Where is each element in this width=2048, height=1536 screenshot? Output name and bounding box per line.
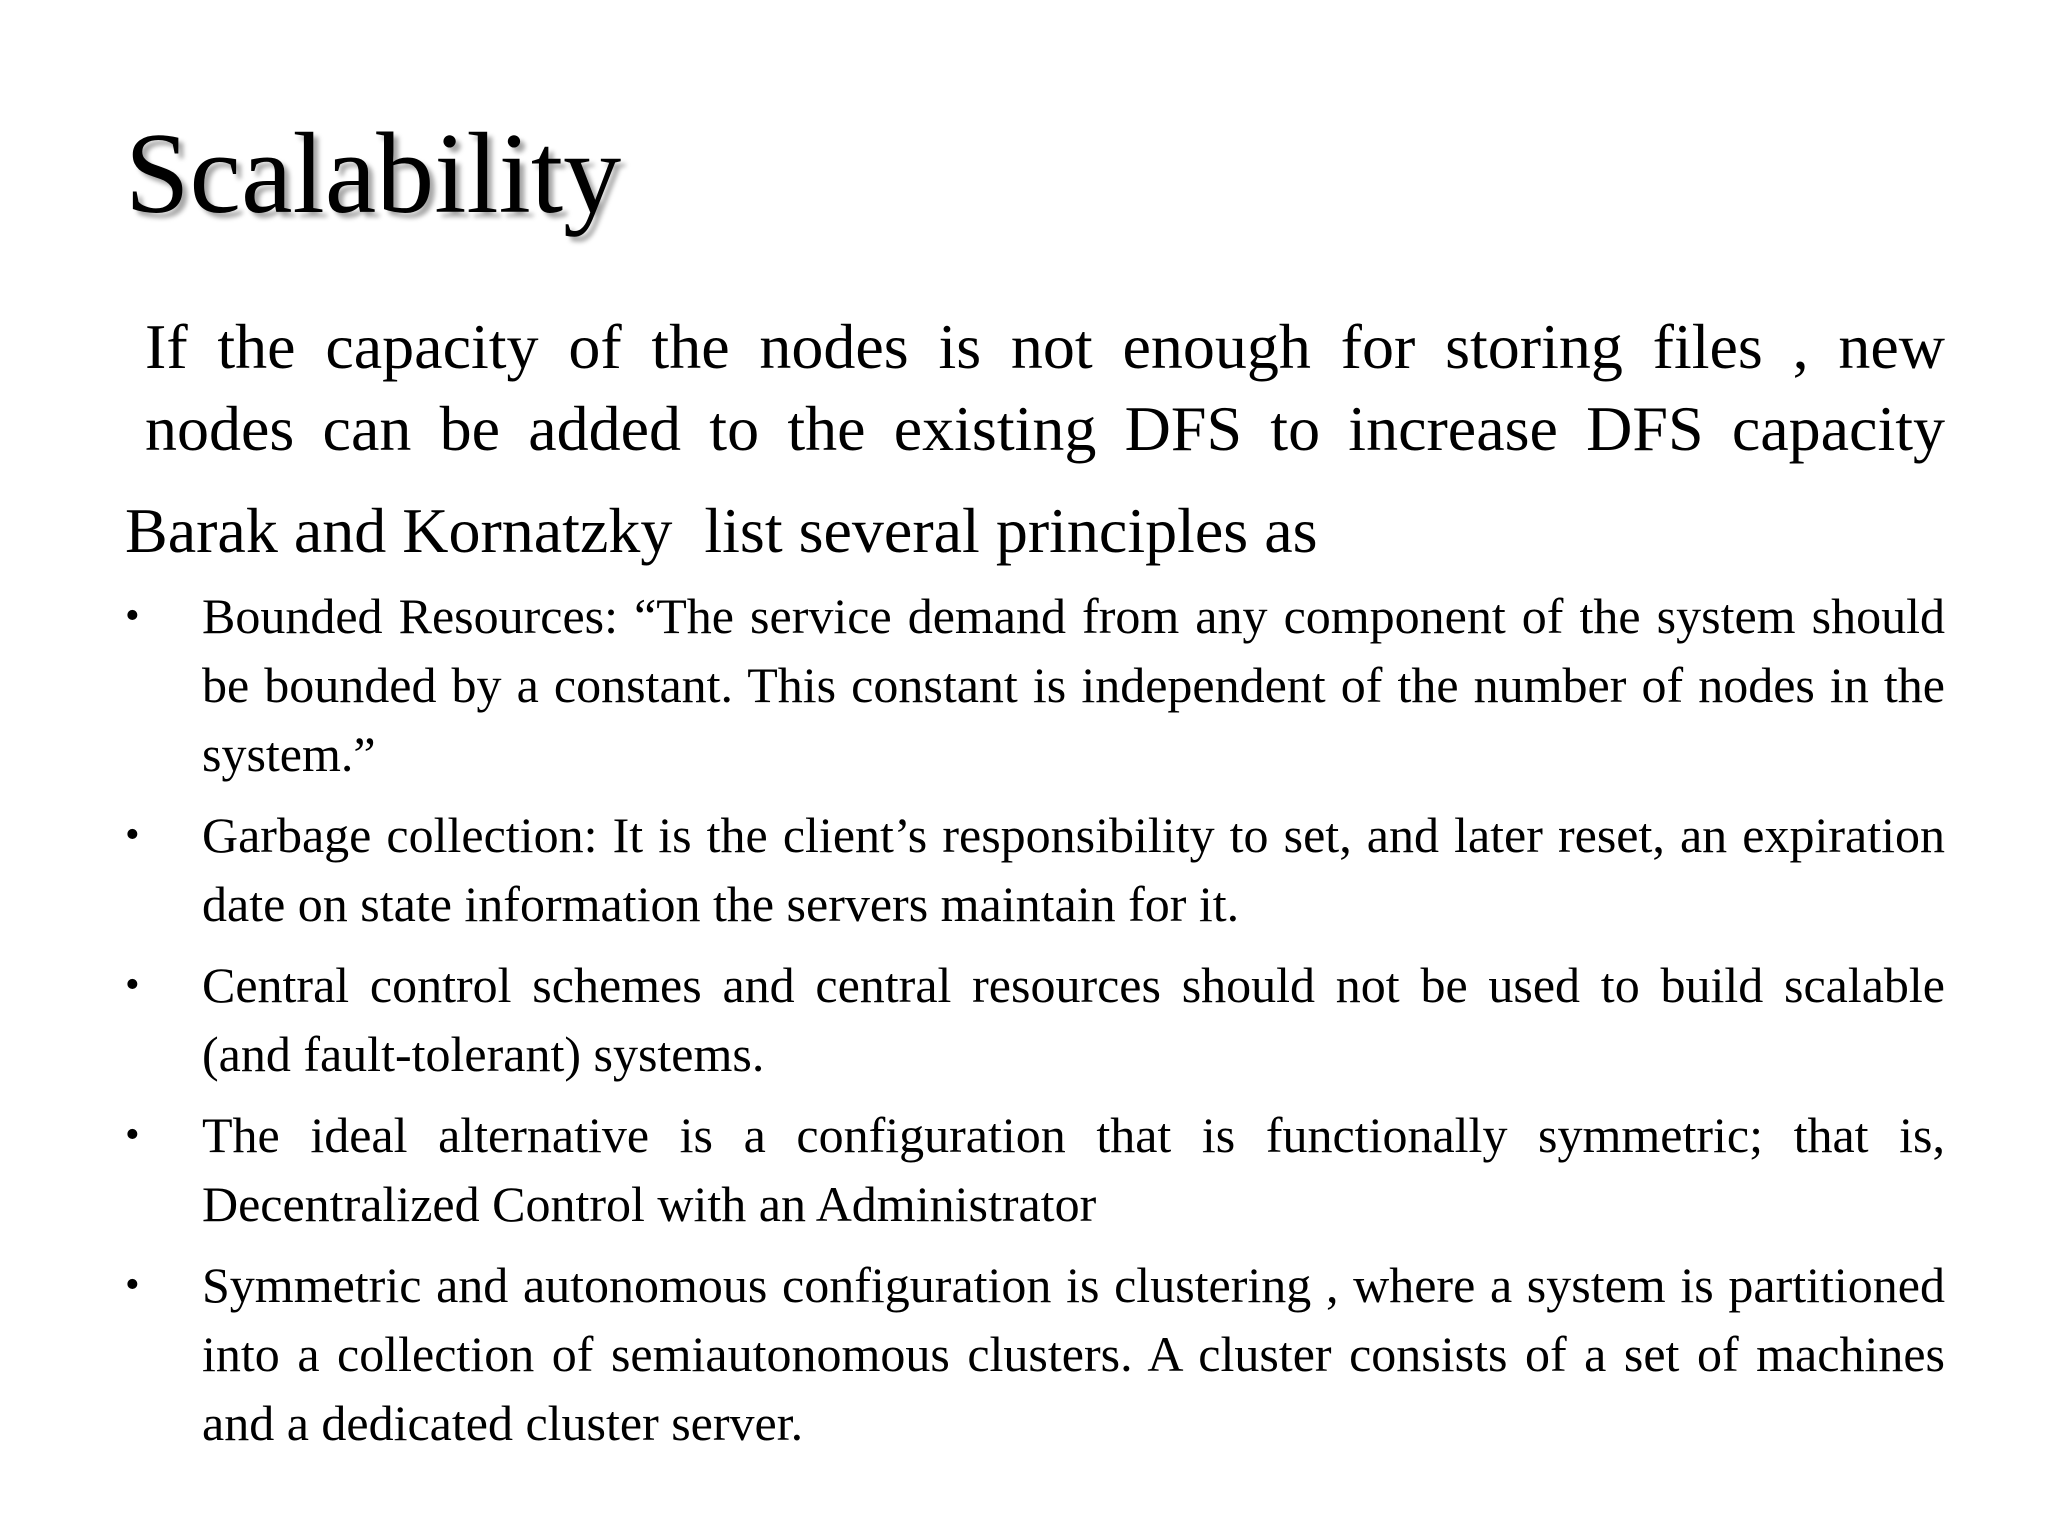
bullet-dot-icon: • bbox=[125, 812, 140, 858]
bullet-text: Garbage collection: It is the client’s responsibility to set, and later reset, an expiration date on state information the servers maintain for it. bbox=[202, 807, 1945, 932]
bullet-item-ideal-alternative bbox=[125, 1101, 1945, 1239]
bullet-item-garbage-collection bbox=[125, 801, 1945, 939]
intro-line-2: nodes can be added to the existing DFS to increase DFS capacity bbox=[145, 393, 1945, 464]
bullet-text: Central control schemes and central resources should not be used to build scalable (and fault-tolerant) systems. bbox=[202, 957, 1945, 1082]
slide-title: Scalability bbox=[125, 110, 622, 238]
lead-text: Barak and Kornatzky list several principles as bbox=[125, 495, 1318, 566]
bullet-list bbox=[125, 582, 1945, 1470]
bullet-text: Symmetric and autonomous configuration is clustering , where a system is partitioned into a collection of semiautonomous clusters. A cluster consists of a set of machines and a dedicated cluster server. bbox=[202, 1257, 1945, 1451]
bullet-dot-icon: • bbox=[125, 1262, 140, 1308]
intro-paragraph bbox=[145, 306, 1945, 470]
intro-line-1: If the capacity of the nodes is not enough for storing files , new bbox=[145, 311, 1945, 382]
bullet-dot-icon: • bbox=[125, 1112, 140, 1158]
bullet-dot-icon: • bbox=[125, 962, 140, 1008]
bullet-item-central-control bbox=[125, 951, 1945, 1089]
bullet-item-clustering bbox=[125, 1251, 1945, 1458]
bullet-dot-icon: • bbox=[125, 593, 140, 639]
bullet-item-bounded-resources bbox=[125, 582, 1945, 789]
bullet-text: The ideal alternative is a configuration that is functionally symmetric; that is, Decentralized Control with an Administrator bbox=[202, 1107, 1945, 1232]
bullet-text: Bounded Resources: “The service demand from any component of the system should be bounded by a constant. This constant is independent of the number of nodes in the system.” bbox=[202, 588, 1945, 782]
